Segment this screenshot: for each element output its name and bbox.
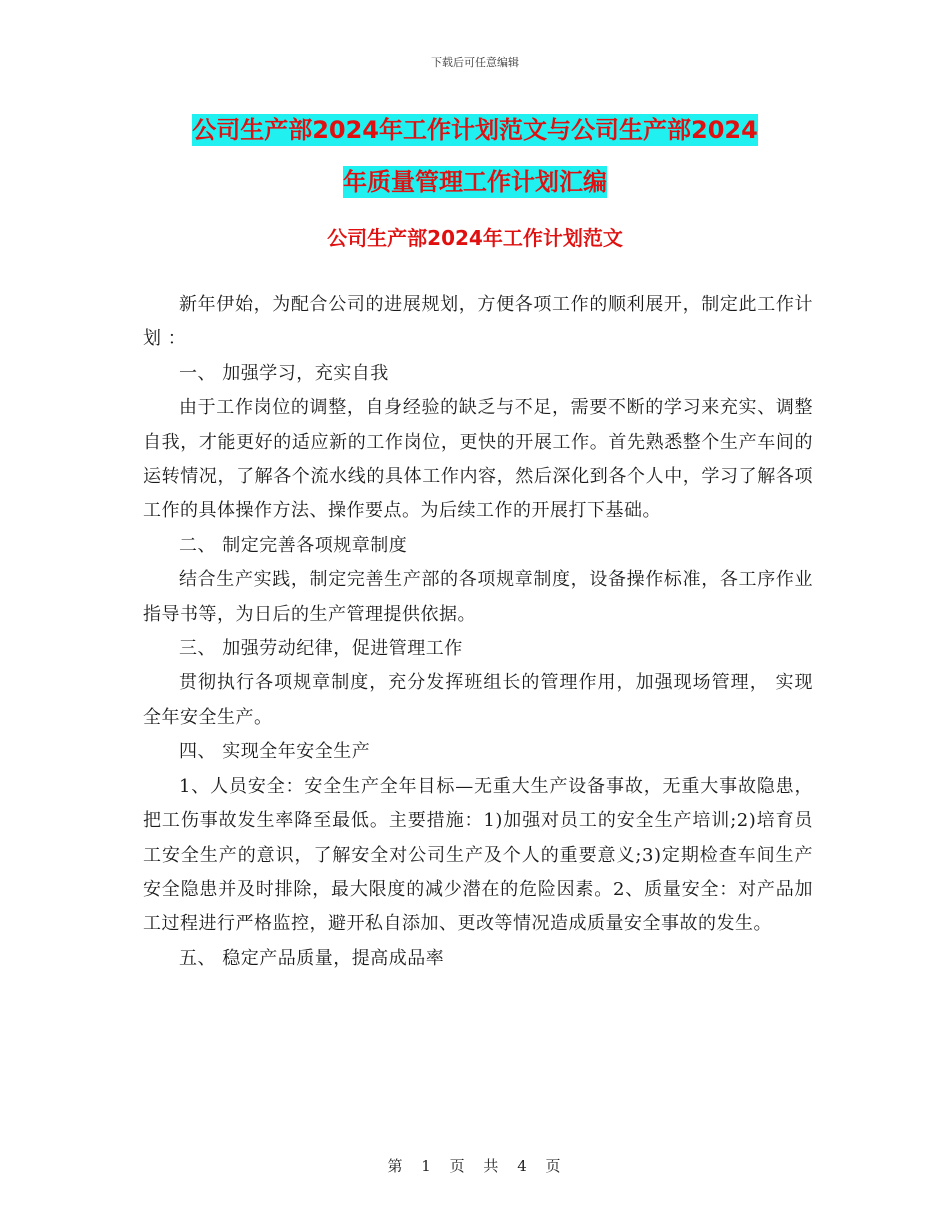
document-body [143,288,813,976]
paragraph-item-4: 1、人员安全：安全生产全年目标—无重大生产设备事故，无重大事故隐患，把工伤事故发生率降至最低。主要措施：1)加强对员工的安全生产培训;2)培育员工安全生产的意识，了解安全对公司生产及个人的重要意义;3)定期检查车间生产安全隐患并及时排除，最大限度的减少潜在的危险因素。2、质量安全：对产品加工过程进行严格监控，避开私自添加、更改等情况造成质量安全事故的发生。 [143,775,813,935]
footer-gong: 共 [483,1157,501,1175]
document-title-line-1: 公司生产部2024年工作计划范文与公司生产部2024 [192,116,758,144]
page-footer [0,1155,950,1176]
document-title [120,104,830,208]
footer-page-number: 1 [421,1157,433,1175]
document-title-line-2: 年质量管理工作计划汇编 [343,168,607,196]
footer-di: 第 [387,1157,405,1175]
paragraph-intro: 新年伊始，为配合公司的进展规划，方便各项工作的顺利展开，制定此工作计划 ： [143,294,813,350]
heading-item-3: 三、 加强劳动纪律，促进管理工作 [179,638,463,660]
footer-ye-2: 页 [545,1157,563,1175]
paragraph-item-2: 结合生产实践，制定完善生产部的各项规章制度，设备操作标准，各工序作业指导书等，为日后的生产管理提供依据。 [143,569,813,625]
paragraph-item-1: 由于工作岗位的调整，自身经验的缺乏与不足，需要不断的学习来充实、调整自我，才能更好的适应新的工作岗位，更快的开展工作。首先熟悉整个生产车间的运转情况，了解各个流水线的具体工作内容，然后深化到各个人中，学习了解各项工作的具体操作方法、操作要点。为后续工作的开展打下基础。 [143,397,813,522]
heading-item-5: 五、 稳定产品质量，提高成品率 [179,947,445,969]
paragraph-item-3: 贯彻执行各项规章制度，充分发挥班组长的管理作用，加强现场管理， 实现全年安全生产。 [143,672,813,728]
heading-item-4: 四、 实现全年安全生产 [179,741,371,763]
heading-item-2: 二、 制定完善各项规章制度 [179,534,408,556]
header-note: 下载后可任意编辑 [431,56,519,69]
footer-total-pages: 4 [517,1157,529,1175]
heading-item-1: 一、 加强学习，充实自我 [179,362,389,384]
footer-ye: 页 [449,1157,467,1175]
section-title: 公司生产部2024年工作计划范文 [327,226,623,250]
